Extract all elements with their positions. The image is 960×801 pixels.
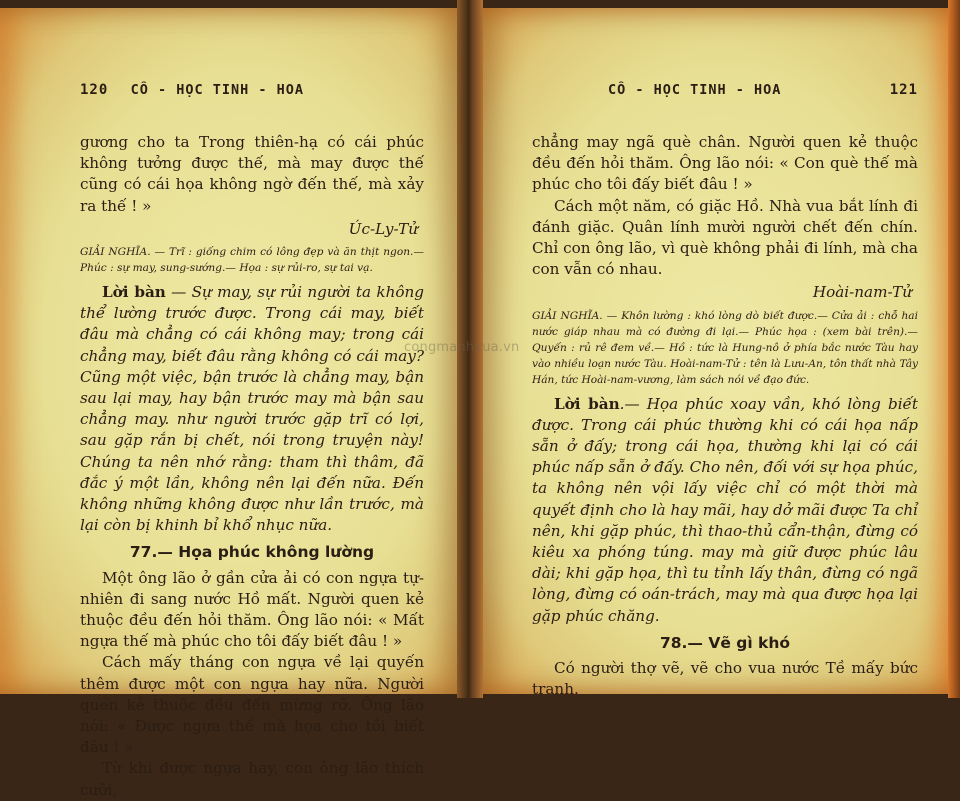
right-body bbox=[532, 132, 918, 700]
glossary bbox=[532, 308, 918, 388]
story-paragraph: Có người thợ vẽ, vẽ cho vua nước Tề mấy bức tranh. bbox=[532, 659, 918, 699]
commentary bbox=[532, 394, 918, 627]
running-title: CÔ - HỌC TINH - HOA bbox=[608, 82, 782, 98]
right-page bbox=[470, 8, 952, 699]
page-number: 120 bbox=[80, 82, 109, 98]
commentary-text: — Sự may, sự rủi người ta không thể lường trước được. Trong cái may, biết đâu mà chẳng có cái không may; trong cái chẳng may, biết đâu rằng không có cái may? Cũng một việc, bận trước là chẳng may, bận sau lại may, hay bận trước may mà bận sau chẳng may. như người trước gặp trĩ có lợi, sau gặp rắn bị chết, nói trong truyện này! Chúng ta nên nhớ rằng: tham thì thâm, đã đắc ý một lần, không nên lại đến nữa. Đến không những không được như lần trước, mà lại còn bị khinh bỉ khổ nhục nữa. bbox=[80, 283, 425, 535]
commentary-label: Lời bàn bbox=[102, 283, 166, 302]
glossary bbox=[80, 244, 424, 276]
author-signature: Hoài-nam-Tử bbox=[812, 283, 912, 302]
left-running-head bbox=[80, 82, 424, 102]
commentary-label: Lời bàn bbox=[554, 394, 620, 413]
commentary bbox=[80, 282, 424, 536]
running-title: CÔ - HỌC TINH - HOA bbox=[130, 82, 304, 98]
story-paragraph: Cách mấy tháng con ngựa về lại quyến thêm được một con ngựa hay nữa. Người quen kẻ thuộc đều đến mừng rỡ. Ông lão nói: « Được ngựa thế mà họa cho tôi biết đâu ! » bbox=[80, 653, 424, 757]
story-paragraph: Một ông lão ở gần cửa ải có con ngựa tự-nhiên đi sang nước Hồ mất. Người quen kẻ thuộc đều đến hỏi thăm. Ông lão nói: « Mất ngựa thế mà phúc cho tôi đấy biết đâu ! » bbox=[80, 568, 424, 651]
left-body bbox=[80, 132, 424, 801]
author-signature: Úc-Ly-Tử bbox=[348, 219, 418, 238]
section-heading: 78.— Vẽ gì khó bbox=[659, 633, 791, 652]
right-running-head bbox=[532, 82, 918, 102]
story-paragraph: Cách một năm, có giặc Hồ. Nhà vua bắt lính đi đánh giặc. Quân lính mười người chết đến chín. Chỉ con ông lão, vì què không phải đi lính, mà cha con vẫn có nhau. bbox=[532, 196, 918, 279]
left-page bbox=[0, 8, 468, 799]
section-heading: 77.— Họa phúc không lường bbox=[129, 543, 375, 562]
page-edge bbox=[948, 0, 960, 698]
story-paragraph: Từ khi được ngựa hay, con ông lão thích cưỡi, bbox=[80, 759, 424, 799]
glossary-text: — Khôn lường : khó lòng dò biết được.— Cửa ải : chỗ hai nước giáp nhau mà có đường đi lại.— Phúc họa : (xem bài trên).— Quyến : rủ rê đem về.— Hồ : tức là Hung-nô ở phía bắc nước Tàu hay vào nhiều loạn nước Tàu. Hoài-nam-Tử : tên là Lưu-An, tôn thất nhà Tây Hán, tức Hoài-nam-vương, làm sách nói về đạo đức. bbox=[532, 309, 919, 386]
glossary-heading: GIẢI NGHĨA. bbox=[532, 309, 603, 322]
continued-paragraph: chẳng may ngã què chân. Người quen kẻ thuộc đều đến hỏi thăm. Ông lão nói: « Con què thế mà phúc cho tôi đấy biết đâu ! » bbox=[532, 133, 918, 194]
commentary-text: .— Họa phúc xoay vần, khó lòng biết được. Trong cái phúc thường khi có cái họa nấp sẵn ở đấy; trong cái họa, thường khi lại có cái phúc nấp sẵn ở đấy. Cho nên, đối với sự họa phúc, ta không nên vội lấy việc chỉ có một thời mà quyết định cho là hay mãi, hay dở mãi được Ta chỉ nên, khi gặp phúc, thì thao-thủ cẩn-thận, đừng có kiêu xa phóng túng. may mà giữ được phúc lâu dài; khi gặp họa, thì tu tỉnh lấy thân, đừng có ngã lòng, đừng có oán-trách, may mà qua được họa lại gặp phúc chăng. bbox=[532, 394, 918, 625]
continued-paragraph: gương cho ta Trong thiên-hạ có cái phúc không tưởng được thế, mà may được thế cũng có cái họa không ngờ đến thế, mà xảy ra thế ! » bbox=[80, 133, 424, 215]
glossary-heading: GIẢI NGHĨA. bbox=[80, 246, 151, 259]
page-number: 121 bbox=[889, 82, 918, 98]
glossary-text: — Trĩ : giống chim có lông đẹp và ăn thịt ngon.— Phúc : sự may, sung-sướng.— Họa : sự rủi-ro, sự tai vạ. bbox=[80, 246, 424, 275]
watermark: congmanhxua.vn bbox=[404, 340, 520, 355]
